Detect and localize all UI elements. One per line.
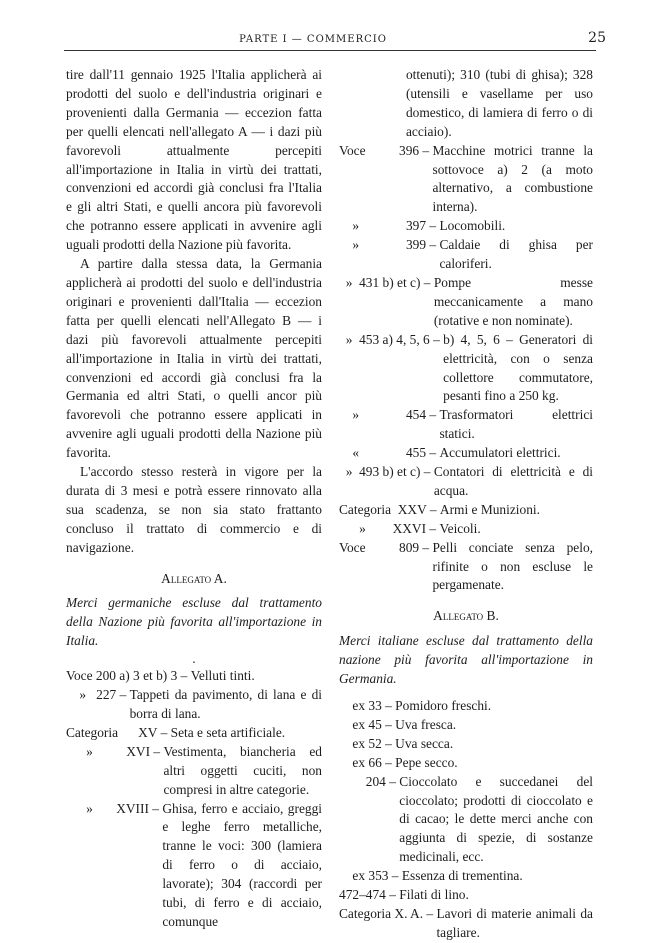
list-item: Categoria X. A. – Lavori di materie animali da tagliare.	[339, 905, 593, 940]
list-item: « 455 – Accumulatori elettrici.	[339, 445, 561, 461]
list-item: » XXVI – Veicoli.	[339, 520, 481, 536]
left-column	[66, 66, 322, 932]
list-item: » XVIII – Ghisa, ferro e acciaio, greggi e leghe ferro metalliche, tranne le voci: 300 (lamiera di ferro o di acciaio, lavorate); 304 (raccordi per tubi, di ferro e di acciaio, comunque	[66, 800, 322, 929]
header-rule	[64, 50, 596, 51]
running-head	[20, 30, 606, 50]
list-item: ex 52 – Uva secca.	[339, 735, 454, 751]
list-item: » 454 – Trasformatori elettrici statici.	[339, 407, 593, 442]
list-item: Categoria XXV – Armi e Munizioni.	[339, 501, 540, 517]
list-item: » 399 – Caldaie di ghisa per caloriferi.	[339, 237, 593, 272]
list-item: Voce 809 – Pelli conciate senza pelo, rifinite o non escluse le pergamenate.	[339, 539, 593, 593]
list-item: ex 45 – Uva fresca.	[339, 716, 457, 732]
list-item: 472–474 – Filati di lino.	[339, 887, 469, 903]
list-item: » 453 a) 4, 5, 6 – b) 4, 5, 6 – Generatori di elettricità, con o senza collettore commutatore, pesanti fino a 250 kg.	[339, 331, 593, 404]
allegato-b-subtitle: Merci italiane escluse dal trattamento della nazione più favorita all'importazione in Germania.	[339, 633, 593, 687]
list-item: » 397 – Locomobili.	[339, 218, 506, 234]
paragraph: tire dall'11 gennaio 1925 l'Italia applicherà ai prodotti del suolo e dell'industria originari e provenienti dalla Germania — eccezion fatta per quelli elencati nell'allegato A — i dazi più favorevoli attualmente percepiti all'importazione in Italia in virtù dei trattati, convenzioni ed accordi già conclusi fra l'Italia e gli altri Stati, e quelli ancora più favorevoli che potranno essere applicati in avvenire agli uguali prodotti della Nazione più favorita.	[66, 67, 322, 253]
list-item: ex 33 – Pomidoro freschi.	[339, 698, 492, 713]
list-item: » XVI – Vestimenta, biancheria ed altri oggetti cuciti, non compresi in altre categorie.	[66, 743, 322, 797]
list-item: Voce 200 a) 3 et b) 3 – Velluti tinti.	[66, 668, 255, 684]
paragraph: A partire dalla stessa data, la Germania applicherà ai prodotti del suolo e dell'industria originari e provenienti dall'Italia — eccezion fatta per quelli elencati nell'Allegato B — i dazi più favorevoli attualmente percepiti all'importazione in Italia in virtù dei trattati, convenzioni ed accordi già conclusi fra la Germania ed altri Stati, o quelli ancor più favorevoli che potranno essere applicati in avvenire agli uguali prodotti della Nazione più favorita.	[66, 256, 322, 461]
allegato-a-title: Allegato A.	[161, 570, 227, 586]
page-number: 25	[588, 30, 606, 46]
list-item: » 493 b) et c) – Contatori di elettricità e di acqua.	[339, 464, 593, 498]
list-item: » 431 b) et c) – Pompe messe meccanicamente a mano (rotative e non nominate).	[339, 274, 593, 328]
list-item-continuation: ottenuti); 310 (tubi di ghisa); 328 (utensili e vasellame per uso domestico, di lamiera di ferro o di acciaio).	[405, 67, 593, 139]
list-item: ex 66 – Pepe secco.	[339, 754, 458, 770]
list-item: Voce 396 – Macchine motrici tranne la sottovoce a) 2 (a moto alternativo, a combustione interna).	[339, 142, 593, 215]
dot-mark: ·	[191, 655, 197, 671]
right-column	[339, 66, 593, 943]
list-item: » 227 – Tappeti da pavimento, di lana e di borra di lana.	[66, 687, 322, 721]
paragraph: L'accordo stesso resterà in vigore per la durata di 3 mesi e potrà essere rinnovato alla sua scadenza, se non sia stato frattanto concluso il trattato di commercio e di navigazione.	[66, 464, 322, 555]
list-item: 204 – Cioccolato e succedanei del cioccolato; prodotti di cioccolato e di cacao; le dette merci anche con aggiunta di spezie, di sostanze medicinali, ecc.	[339, 773, 593, 865]
allegato-a-subtitle: Merci germaniche escluse dal trattamento della Nazione più favorita all'importazione in Italia.	[66, 595, 322, 649]
running-title: PARTE I — COMMERCIO	[239, 34, 387, 45]
allegato-b-title: Allegato B.	[433, 608, 499, 624]
list-item: Categoria XV – Seta e seta artificiale.	[66, 724, 286, 740]
list-item: ex 353 – Essenza di trementina.	[339, 868, 523, 884]
